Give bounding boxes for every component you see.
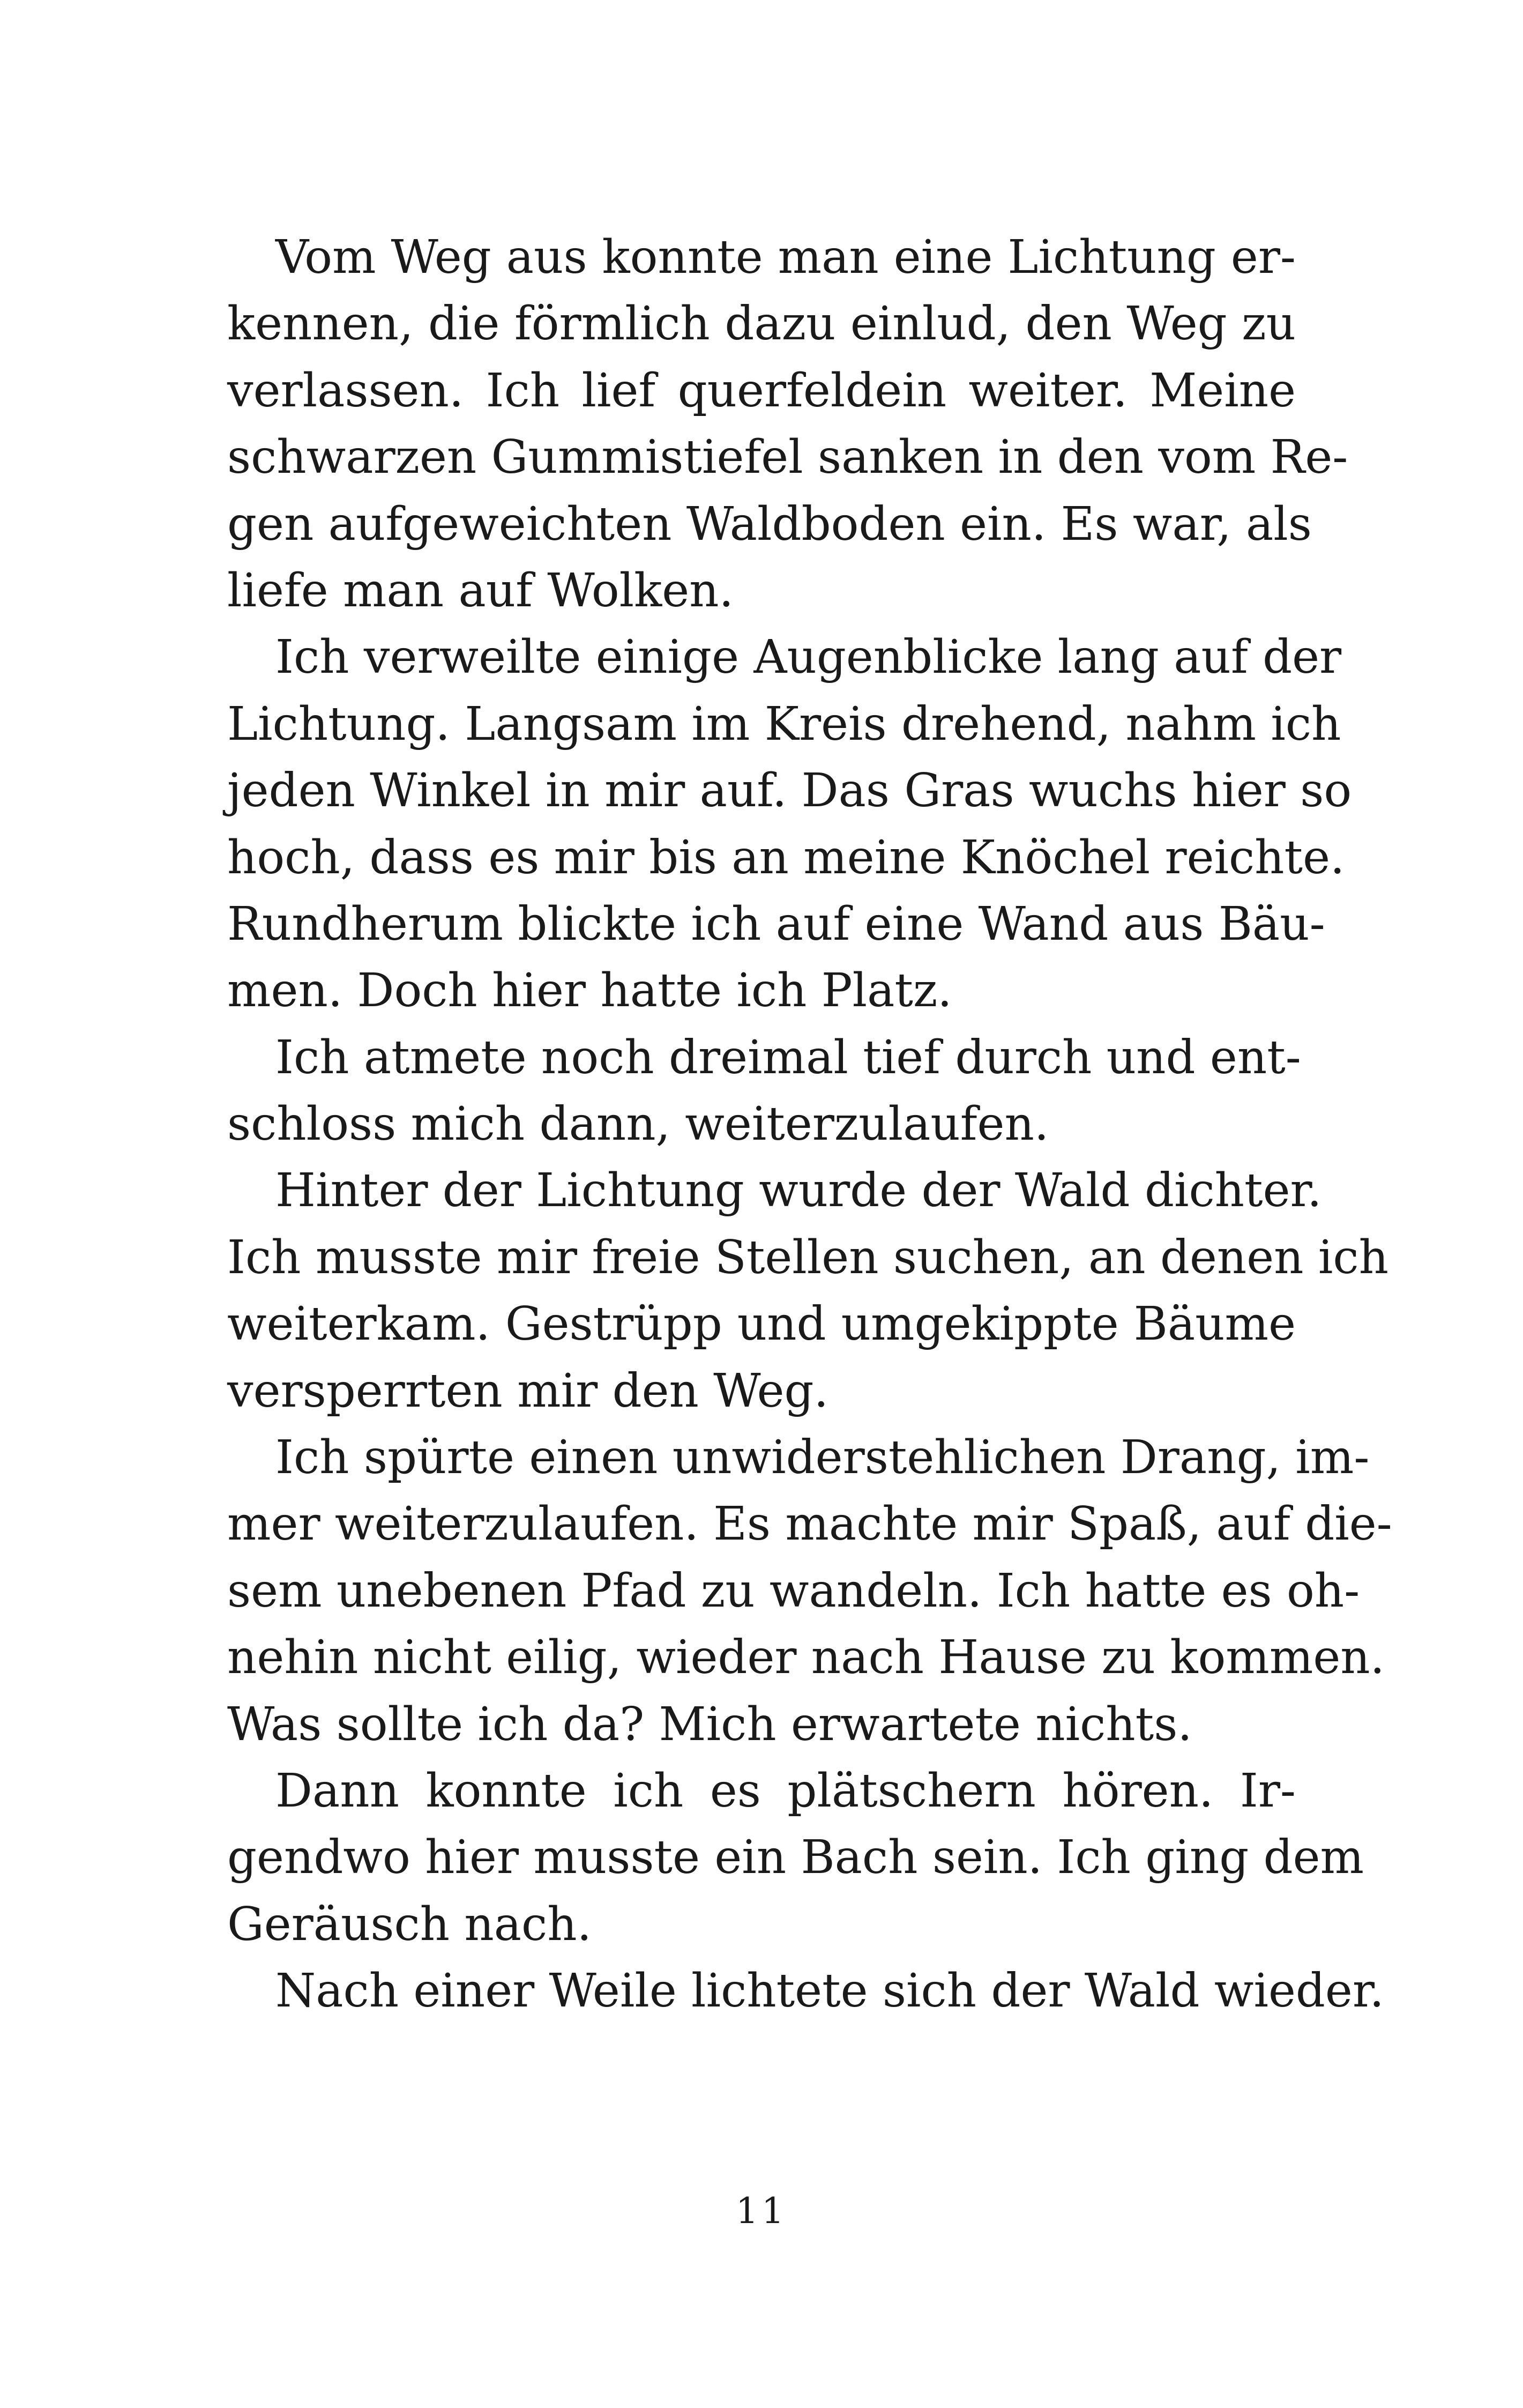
- text-line: Ich verweilte einige Augenblicke lang auf der: [275, 630, 1342, 685]
- text-line: weiterkam. Gestrüpp und umgekippte Bäume: [227, 1297, 1296, 1351]
- text-line: nehin nicht eilig, wieder nach Hause zu kommen.: [227, 1631, 1385, 1685]
- text-line: versperrten mir den Weg.: [227, 1364, 828, 1418]
- text-line: Ich musste mir freie Stellen suchen, an denen ich: [227, 1230, 1388, 1284]
- text-line: Geräusch nach.: [227, 1897, 592, 1951]
- text-line: Was sollte ich da? Mich erwartete nichts.: [227, 1697, 1192, 1751]
- text-line: Ich atmete noch dreimal tief durch und ent-: [275, 1030, 1301, 1084]
- text-line: schwarzen Gummistiefel sanken in den vom Re-: [227, 430, 1348, 485]
- text-line: Ich spürte einen unwiderstehlichen Drang, im-: [275, 1431, 1370, 1485]
- text-line: Rundherum blickte ich auf eine Wand aus Bäu-: [227, 897, 1325, 951]
- text-line: Lichtung. Langsam im Kreis drehend, nahm ich: [227, 697, 1341, 751]
- text-line: kennen, die förmlich dazu einlud, den Weg zu: [227, 297, 1296, 351]
- body-text: [227, 224, 1392, 2025]
- text-line: Nach einer Weile lichtete sich der Wald wieder.: [275, 1964, 1384, 2018]
- text-line: Vom Weg aus konnte man eine Lichtung er-: [275, 231, 1296, 284]
- text-line: liefe man auf Wolken.: [227, 563, 734, 618]
- page-number: 11: [736, 2190, 787, 2232]
- text-line: gendwo hier musste ein Bach sein. Ich ging dem: [227, 1831, 1364, 1885]
- text-line: Hinter der Lichtung wurde der Wald dichter.: [275, 1164, 1322, 1218]
- text-line: men. Doch hier hatte ich Platz.: [227, 964, 952, 1018]
- text-line: mer weiterzulaufen. Es machte mir Spaß, auf die-: [227, 1497, 1392, 1551]
- text-line: gen aufgeweichten Waldboden ein. Es war, als: [227, 497, 1312, 551]
- text-line: schloss mich dann, weiterzulaufen.: [227, 1097, 1049, 1151]
- text-line: hoch, dass es mir bis an meine Knöchel reichte.: [227, 830, 1345, 885]
- text-line: jeden Winkel in mir auf. Das Gras wuchs hier so: [227, 764, 1352, 818]
- text-line: verlassen. Ich lief querfeldein weiter. Meine: [227, 363, 1296, 418]
- text-line: Dann konnte ich es plätschern hören. Ir-: [275, 1764, 1296, 1818]
- text-line: sem unebenen Pfad zu wandeln. Ich hatte es oh-: [227, 1564, 1360, 1618]
